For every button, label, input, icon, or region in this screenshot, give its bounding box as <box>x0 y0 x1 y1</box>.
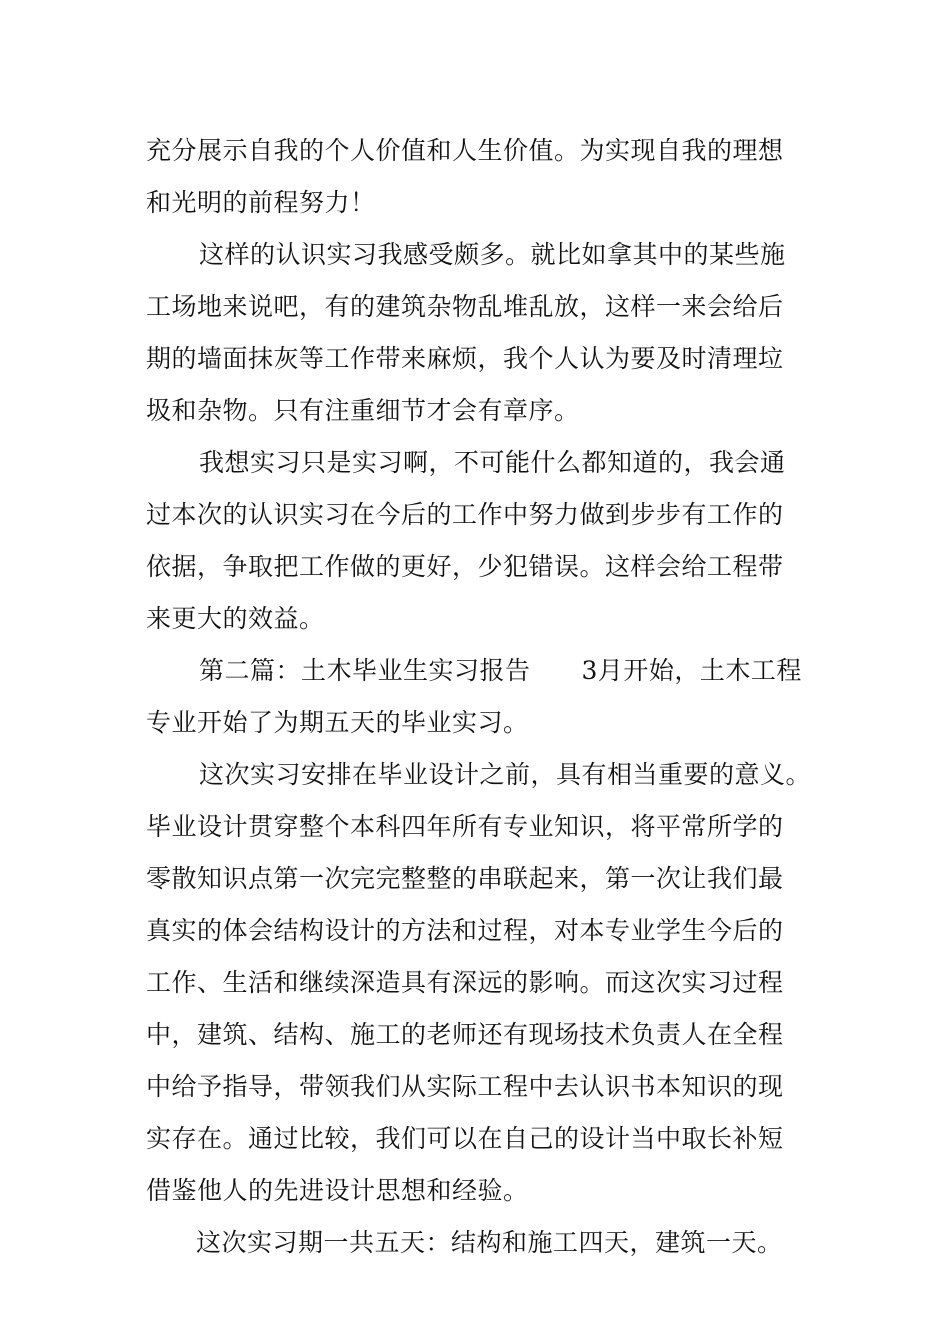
text-line: 期的墙面抹灰等工作带来麻烦，我个人认为要及时清理垃 <box>146 344 784 373</box>
text-line: 中，建筑、结构、施工的老师还有现场技术负责人在全程 <box>146 1020 784 1049</box>
text-line: 过本次的认识实习在今后的工作中努力做到步步有工作的 <box>146 500 784 529</box>
text-line: 实存在。通过比较，我们可以在自己的设计当中取长补短 <box>146 1124 784 1153</box>
text-line: 这样的认识实习我感受颇多。就比如拿其中的某些施 <box>199 240 786 269</box>
text-line: 依据，争取把工作做的更好，少犯错误。这样会给工程带 <box>146 552 784 581</box>
text-line: 零散知识点第一次完完整整的串联起来，第一次让我们最 <box>146 864 784 893</box>
text-line: 我想实习只是实习啊，不可能什么都知道的，我会通 <box>199 448 786 477</box>
text-line: 借鉴他人的先进设计思想和经验。 <box>146 1176 529 1205</box>
text-line: 圾和杂物。只有注重细节才会有章序。 <box>146 396 580 425</box>
text-line: 这次实习安排在毕业设计之前，具有相当重要的意义。 <box>199 760 812 789</box>
text-line: 毕业设计贯穿整个本科四年所有专业知识，将平常所学的 <box>146 812 784 841</box>
text-line: 真实的体会结构设计的方法和过程，对本专业学生今后的 <box>146 916 784 945</box>
text-line: 充分展示自我的个人价值和人生价值。为实现自我的理想 <box>146 136 784 165</box>
text-line: 和光明的前程努力！ <box>146 188 376 217</box>
text-line: 中给予指导，带领我们从实际工程中去认识书本知识的现 <box>146 1072 784 1101</box>
text-line: 工场地来说吧，有的建筑杂物乱堆乱放，这样一来会给后 <box>146 292 784 321</box>
text-line: 这次实习期一共五天：结构和施工四天，建筑一天。 <box>196 1228 783 1257</box>
text-line: 第二篇：土木毕业生实习报告 3月开始，土木工程 <box>199 656 802 685</box>
text-line: 专业开始了为期五天的毕业实习。 <box>146 708 529 737</box>
text-line: 工作、生活和继续深造具有深远的影响。而这次实习过程 <box>146 968 784 997</box>
text-line: 来更大的效益。 <box>146 604 325 633</box>
